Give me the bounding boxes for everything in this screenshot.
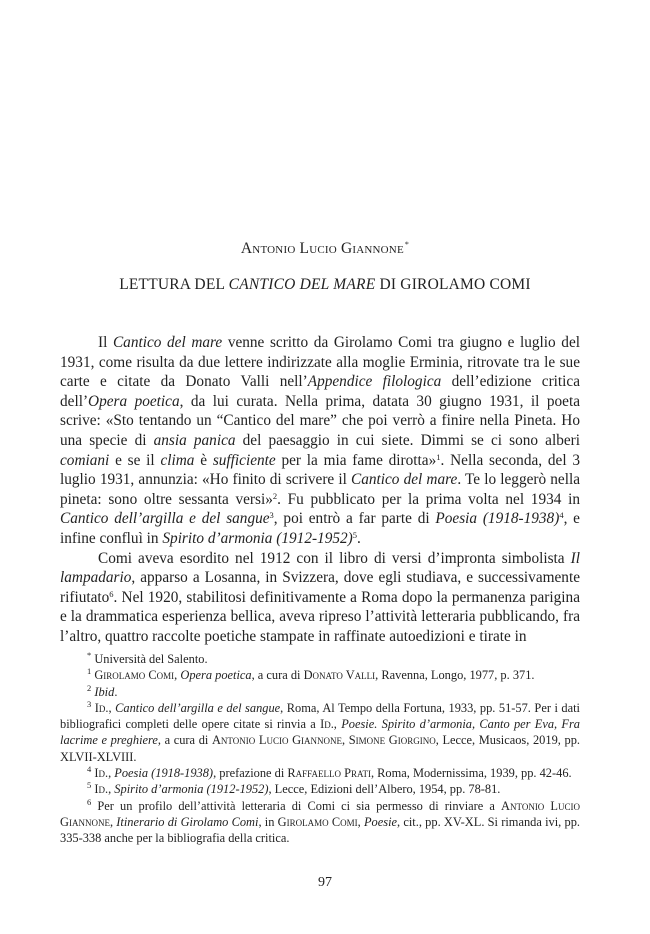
text-run: . Te lo leggerò nella pineta: sono oltre sessanta versi» (60, 471, 580, 508)
text-run: , Lecce, Musicaos, 2019, pp. XLVII-XLVIII. (60, 733, 580, 764)
text-run: Il (98, 334, 113, 351)
footnote-2 (60, 684, 580, 700)
text-run: , e infine confluì in (60, 510, 580, 547)
author-smallcaps: Id. (94, 782, 109, 797)
text-run: , (108, 782, 115, 797)
text-run: , (357, 814, 364, 829)
footnotes (60, 651, 580, 847)
text-run: Opera poetica (88, 392, 180, 410)
footnote-4 (60, 765, 580, 781)
footnote-ref: 6 (109, 588, 114, 599)
text-run: Spirito d’armonia (1912-1952) (114, 782, 269, 797)
title-part: LETTURA DEL (119, 276, 229, 293)
article-title (0, 276, 650, 294)
text-run: , a cura di (251, 668, 304, 683)
footnote-mark: 6 (87, 796, 92, 807)
main-text (60, 333, 580, 647)
page-number: 97 (318, 875, 332, 890)
footnote-mark: 1 (87, 666, 92, 677)
text-run: , a cura di (157, 733, 212, 748)
author-smallcaps: Girolamo Comi (277, 814, 358, 829)
footnote-1 (60, 667, 580, 683)
text-run: , Roma, Modernissima, 1939, pp. 42-46. (370, 766, 572, 781)
author-smallcaps: Id. (320, 717, 334, 732)
text-run: per la mia fame dirotta» (275, 451, 437, 469)
text-run: , prefazione di (213, 766, 288, 781)
text-run: clima (160, 451, 195, 469)
text-run: , in (258, 814, 278, 829)
text-run: . Fu pubblicato per la prima volta nel 1934 in (277, 490, 580, 508)
footnote-ref: 4 (559, 510, 564, 521)
footnote-3 (60, 700, 580, 765)
text-run: , apparso a Losanna, in Svizzera, dove egli studiava, e successivamente rifiutato (60, 569, 580, 606)
paragraph-1 (60, 333, 580, 549)
text-run: Spirito d’armonia (1912-1952) (162, 529, 353, 547)
text-run: . (114, 684, 118, 699)
text-run: Università del Salento. (91, 652, 208, 666)
paragraph-2 (60, 549, 580, 647)
author-name (0, 240, 650, 258)
text-run: Opera poetica (180, 668, 252, 683)
text-run: Cantico dell’argilla e del sangue (60, 510, 270, 528)
text-run: Itinerario di Girolamo Comi (116, 814, 259, 829)
footnote-ref: 1 (436, 451, 441, 462)
text-run: sufficiente (212, 451, 276, 469)
text-run: Poesia (1918-1938) (114, 766, 214, 781)
text-run: è (194, 451, 213, 469)
text-run: Ibid (94, 684, 115, 699)
author-smallcaps: Donato Valli (303, 668, 376, 683)
author-smallcaps: Antonio Lucio Giannone (60, 798, 580, 829)
text-run: Poesie (363, 814, 398, 829)
text-run: Cantico del mare (112, 334, 223, 351)
text-run: comiani (60, 451, 110, 469)
text-run: Per un profilo dell’attività letteraria di Comi ci sia permesso di rinviare a (91, 798, 502, 813)
author-smallcaps: Simone Giorgino (348, 733, 436, 748)
footnote-5 (60, 781, 580, 797)
text-run: Il lampadario (60, 549, 580, 587)
text-run: . Nella seconda, del 3 luglio 1931, annunzia: «Ho finito di scrivere il (60, 451, 580, 489)
text-run: Poesia (1918-1938) (435, 510, 560, 528)
text-run: e se il (109, 451, 161, 469)
footnote-6 (60, 798, 580, 847)
author-smallcaps: Id. (94, 766, 109, 781)
text-run: , da lui curata. Nella prima, datata 30 giugno 1931, il poeta scrive: «Sto tentando un “Cantico del mare” che poi verrò a finire nella Pineta. Ho una specie di (60, 392, 580, 449)
text-run: , poi entrò a far parte di (273, 510, 436, 528)
footnote-0 (60, 651, 580, 667)
text-run: , (108, 766, 115, 781)
text-run: , (108, 700, 116, 715)
text-run: dell’edizione critica dell’ (60, 373, 580, 410)
text-run: del paesaggio in cui siete. Dimmi se ci sono alberi (235, 431, 580, 449)
author-smallcaps: Girolamo Comi (94, 668, 175, 683)
text-run: Cantico del mare (351, 471, 458, 489)
text-run: , (333, 717, 342, 732)
author-name-text: Antonio Lucio Giannone (240, 240, 404, 257)
footnote-ref: 3 (269, 510, 274, 521)
title-part: CANTICO DEL MARE (228, 276, 376, 293)
text-run: Poesie. Spirito d’armonia, Canto per Eva, Fra lacrime e preghiere (60, 717, 581, 748)
author-smallcaps: Id. (94, 700, 109, 715)
text-run: . (357, 529, 361, 547)
text-run: venne scritto da Girolamo Comi tra giugno e luglio del 1931, come risulta da due lettere indirizzate alla moglie Erminia, ritrovate tra le sue carte e citate da Donato Valli nell’ (60, 334, 580, 391)
footnote-mark: 4 (87, 764, 92, 775)
author-smallcaps: Antonio Lucio Giannone (211, 733, 343, 748)
footnote-mark: * (87, 650, 92, 660)
footnote-mark: 5 (87, 780, 92, 791)
text-run: , Roma, Al Tempo della Fortuna, 1933, pp. 51-57. Per i dati bibliografici completi delle opere citate si rinvia a (60, 700, 580, 732)
text-run: , Ravenna, Longo, 1977, p. 371. (375, 668, 535, 683)
author-smallcaps: Raffaello Prati (287, 766, 371, 781)
text-run: , cit., pp. XV-XL. Si rimanda ivi, pp. 335-338 anche per la bibliografia della critica. (60, 814, 580, 846)
text-run: Cantico dell’argilla e del sangue (115, 700, 281, 715)
text-run: , (342, 733, 349, 748)
footnote-ref: 5 (352, 529, 357, 540)
text-run: Appendice filologica (307, 373, 442, 391)
text-run: ansia panica (153, 431, 236, 449)
text-run: Comi aveva esordito nel 1912 con il libro di versi d’impronta simbolista (98, 549, 571, 567)
footnote-mark: 3 (87, 698, 92, 709)
text-run: , (109, 814, 117, 829)
text-run: , (174, 668, 181, 683)
author-footnote-mark: * (404, 240, 410, 249)
text-run: . Nel 1920, stabilitosi definitivamente a Roma dopo la permanenza parigina e la drammatica esperienza bellica, aveva ripreso l’attività letteraria pubblicando, fra l’altro, quattro raccolte poetiche stampate in raffinate autoedizioni e tirate in (60, 588, 580, 645)
title-part: DI GIROLAMO COMI (375, 276, 531, 293)
text-run: , Lecce, Edizioni dell’Albero, 1954, pp. 78-81. (268, 782, 501, 797)
footnote-mark: 2 (87, 682, 92, 693)
footnote-ref: 2 (272, 490, 278, 501)
